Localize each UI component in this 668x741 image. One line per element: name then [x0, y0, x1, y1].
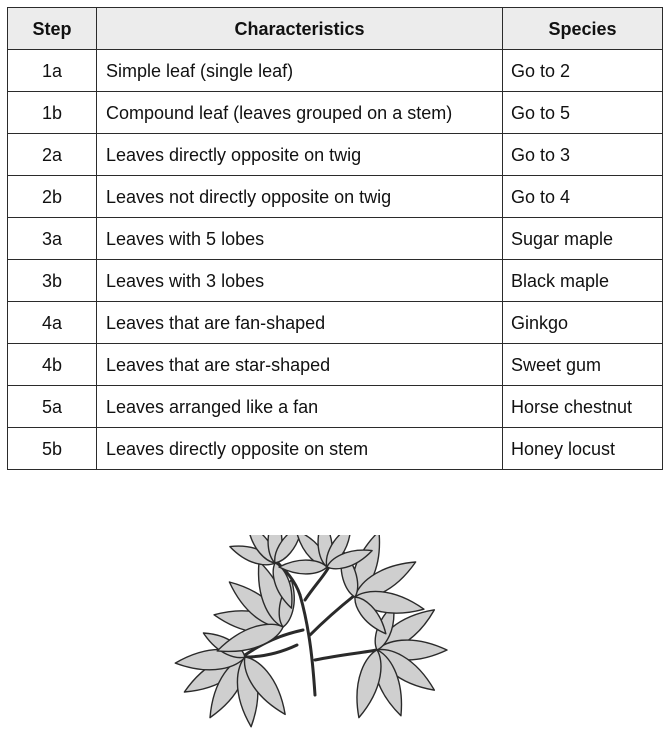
step-cell: 3a [8, 218, 97, 260]
table-row [8, 218, 663, 260]
table-header-row [8, 8, 663, 50]
species-cell: Go to 5 [503, 92, 663, 134]
table-row [8, 92, 663, 134]
step-cell: 5a [8, 386, 97, 428]
step-cell: 2b [8, 176, 97, 218]
table-row [8, 344, 663, 386]
species-cell: Go to 3 [503, 134, 663, 176]
characteristics-cell: Leaves directly opposite on stem [97, 428, 503, 470]
step-cell: 4a [8, 302, 97, 344]
species-cell: Ginkgo [503, 302, 663, 344]
characteristics-cell: Leaves that are star-shaped [97, 344, 503, 386]
characteristics-cell: Compound leaf (leaves grouped on a stem) [97, 92, 503, 134]
step-cell: 1a [8, 50, 97, 92]
step-cell: 4b [8, 344, 97, 386]
characteristics-cell: Leaves with 5 lobes [97, 218, 503, 260]
compound-leaf-branch-icon [165, 535, 465, 740]
step-cell: 5b [8, 428, 97, 470]
dichotomous-key-table [7, 7, 663, 470]
table-row [8, 176, 663, 218]
species-cell: Sugar maple [503, 218, 663, 260]
species-cell: Go to 2 [503, 50, 663, 92]
step-cell: 2a [8, 134, 97, 176]
table-row [8, 50, 663, 92]
species-cell: Go to 4 [503, 176, 663, 218]
species-cell: Horse chestnut [503, 386, 663, 428]
table-row [8, 428, 663, 470]
step-cell: 1b [8, 92, 97, 134]
characteristics-cell: Leaves with 3 lobes [97, 260, 503, 302]
header-characteristics: Characteristics [97, 8, 503, 50]
characteristics-cell: Leaves arranged like a fan [97, 386, 503, 428]
characteristics-cell: Leaves that are fan-shaped [97, 302, 503, 344]
characteristics-cell: Simple leaf (single leaf) [97, 50, 503, 92]
header-species: Species [503, 8, 663, 50]
table-row [8, 386, 663, 428]
species-cell: Black maple [503, 260, 663, 302]
header-step: Step [8, 8, 97, 50]
table-row [8, 134, 663, 176]
species-cell: Honey locust [503, 428, 663, 470]
species-cell: Sweet gum [503, 344, 663, 386]
characteristics-cell: Leaves directly opposite on twig [97, 134, 503, 176]
table-row [8, 302, 663, 344]
characteristics-cell: Leaves not directly opposite on twig [97, 176, 503, 218]
table-row [8, 260, 663, 302]
step-cell: 3b [8, 260, 97, 302]
